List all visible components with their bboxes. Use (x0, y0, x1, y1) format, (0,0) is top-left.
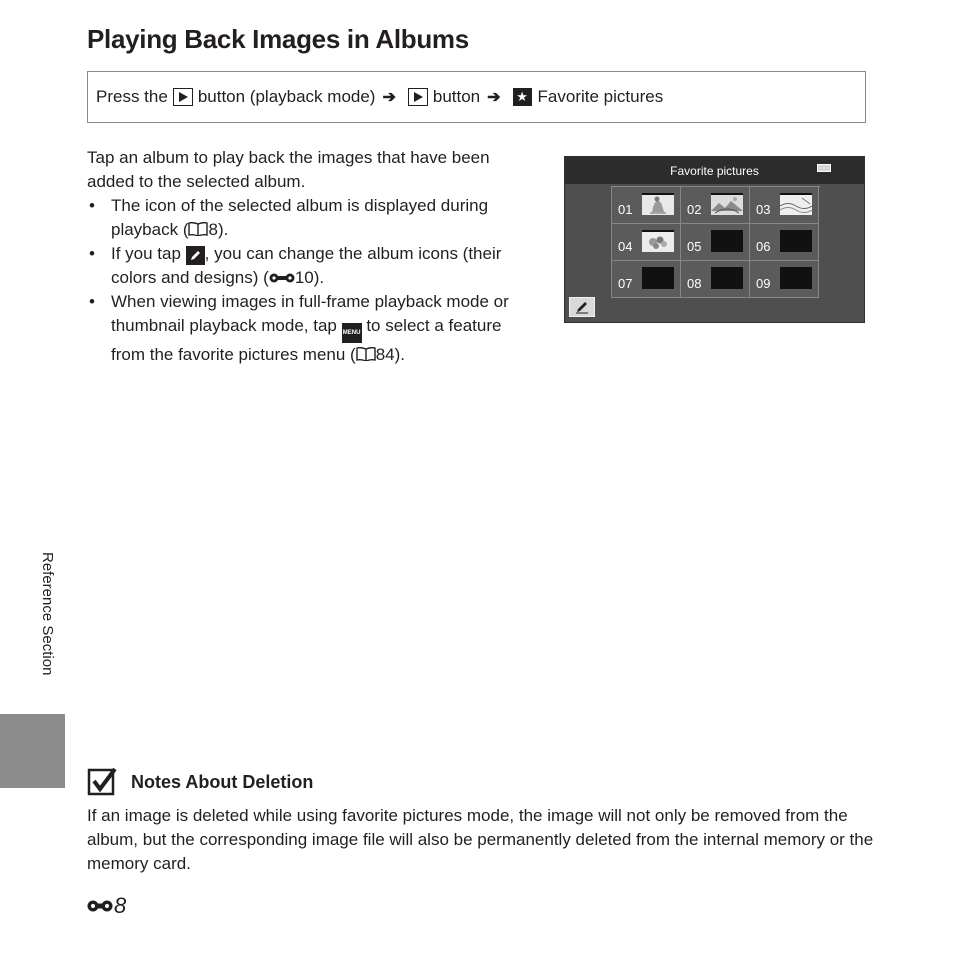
playback-button-icon (408, 88, 428, 106)
playback-button-icon (173, 88, 193, 106)
screen-title: Favorite pictures (670, 164, 759, 178)
album-cell[interactable] (681, 187, 750, 224)
bullet3-text: When viewing images in full-frame playback mode or thumbnail playback mode, tap (111, 292, 509, 335)
empty-album-thumbnail (711, 267, 743, 289)
side-label-text: Reference Section (39, 552, 56, 676)
album-grid (611, 186, 820, 298)
camera-screen (564, 156, 865, 323)
album-number: 07 (618, 276, 633, 291)
album-cell[interactable] (750, 187, 819, 224)
section-tab (0, 714, 65, 788)
album-cell[interactable] (612, 261, 681, 298)
empty-album-thumbnail (780, 267, 812, 289)
nav-button: button (432, 87, 481, 106)
bullet2-text: If you tap (111, 244, 181, 263)
intro-text: Tap an album to play back the images that have been added to the selected album. (87, 148, 490, 191)
reference-section-icon (87, 899, 113, 913)
empty-album-thumbnail (711, 230, 743, 252)
figure-thumbnail (642, 193, 674, 215)
bullet2-page: 10). (294, 268, 325, 287)
flowers-thumbnail (642, 230, 674, 252)
bullet-item (87, 290, 532, 367)
page-title: Playing Back Images in Albums (87, 24, 469, 54)
navigation-path (87, 71, 866, 123)
side-section-label (38, 552, 58, 702)
nav-button-playback-mode: button (playback mode) (197, 87, 376, 106)
instructions (87, 146, 532, 367)
album-number: 06 (756, 239, 771, 254)
album-cell[interactable] (681, 224, 750, 261)
page-number (87, 893, 126, 919)
favorite-star-icon: ★ (513, 88, 532, 106)
album-number: 03 (756, 202, 771, 217)
album-number: 01 (618, 202, 633, 217)
album-number: 09 (756, 276, 771, 291)
bullet2-text-cont: , you can change the album icons (their colors and designs) ( (111, 244, 502, 287)
empty-album-thumbnail (642, 267, 674, 289)
screen-header (565, 157, 864, 184)
notes-heading (87, 767, 313, 797)
bullet-list (87, 194, 532, 367)
edit-album-icon-button[interactable] (569, 297, 595, 317)
arrow-right-icon: ➔ (382, 89, 396, 106)
notes-heading-text: Notes About Deletion (131, 771, 314, 792)
arrow-right-icon: ➔ (487, 89, 501, 106)
reference-section-icon (269, 272, 295, 284)
album-number: 02 (687, 202, 702, 217)
pencil-icon (574, 300, 590, 314)
pencil-edit-icon (186, 246, 205, 265)
battery-icon (817, 164, 831, 172)
landscape-thumbnail (711, 193, 743, 215)
bullet3-page: 84). (375, 345, 406, 364)
bullet-item (87, 242, 532, 290)
book-reference-icon (188, 222, 208, 236)
checkmark-icon (87, 767, 117, 797)
album-number: 05 (687, 239, 702, 254)
page-number-text: 8 (114, 893, 127, 918)
album-cell[interactable] (750, 224, 819, 261)
bullet1-page: 8). (208, 220, 229, 239)
album-number: 04 (618, 239, 633, 254)
waves-thumbnail (780, 193, 812, 215)
bullet1-text: The icon of the selected album is displayed during playback ( (111, 196, 489, 239)
book-reference-icon (356, 347, 376, 361)
menu-button-icon: MENU (342, 323, 362, 343)
album-cell[interactable] (612, 224, 681, 261)
empty-album-thumbnail (780, 230, 812, 252)
notes-text: If an image is deleted while using favorite pictures mode, the image will not only be removed from the album, but the corresponding image file will also be permanently deleted from the internal memory or the memory card. (87, 806, 874, 873)
bullet3-text-cont: to select a feature from the favorite pictures menu ( (111, 316, 502, 364)
album-cell[interactable] (681, 261, 750, 298)
bullet-item (87, 194, 532, 242)
album-number: 08 (687, 276, 702, 291)
nav-press-the: Press the (96, 87, 168, 106)
album-cell[interactable] (750, 261, 819, 298)
nav-favorite-pictures: Favorite pictures (537, 87, 664, 106)
album-cell[interactable] (612, 187, 681, 224)
